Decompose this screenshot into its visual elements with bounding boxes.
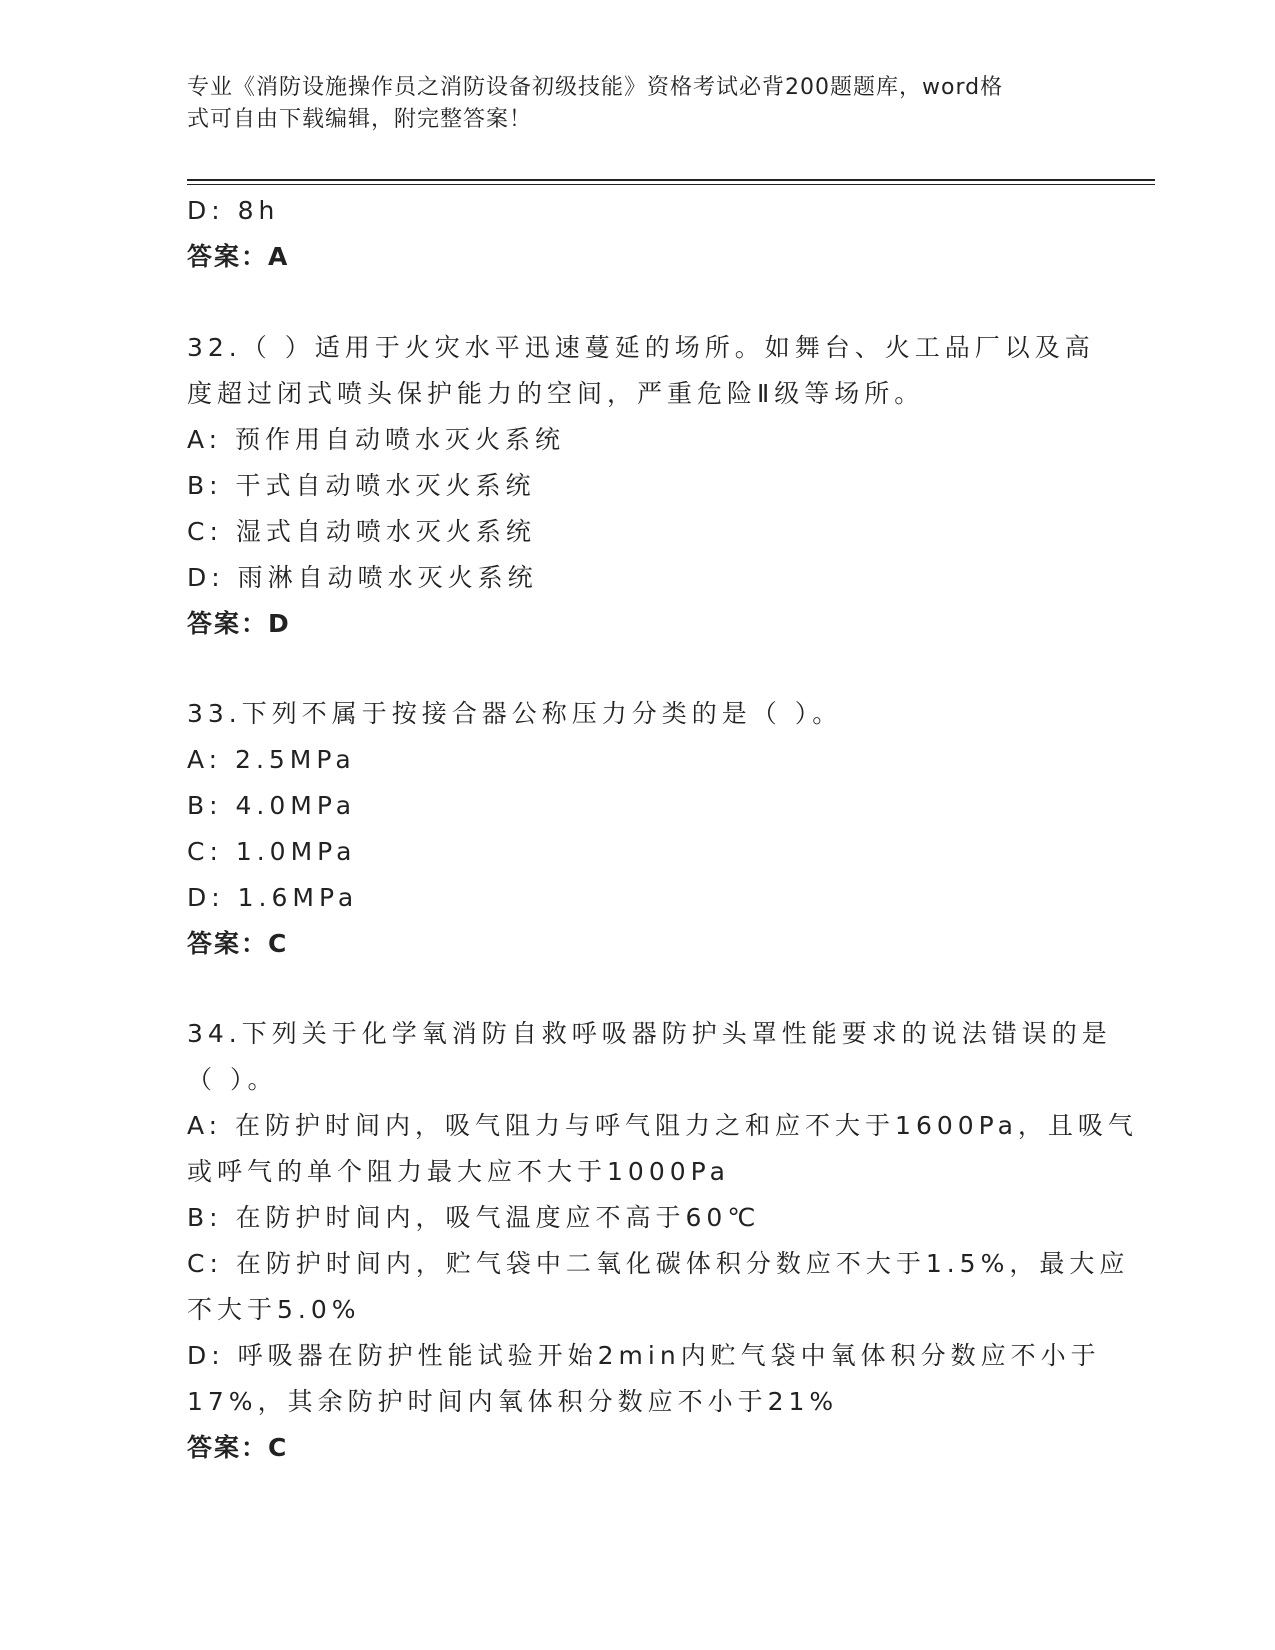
question-34 [187, 1011, 1138, 1471]
header-line-2: 式可自由下载编辑，附完整答案！ [187, 107, 533, 132]
question-33 [187, 691, 1087, 967]
option-a: A: 2.5MPa [187, 745, 356, 774]
prev-question-option-d: D: 8h [187, 196, 280, 225]
header-divider-thick [187, 179, 1155, 181]
header-divider-thin [187, 184, 1155, 185]
option-c: C: 1.0MPa [187, 837, 357, 866]
option-c: C: 在防护时间内，贮气袋中二氧化碳体积分数应不大于1.5%，最大应 [187, 1249, 1130, 1278]
question-stem: （ ）。 [187, 1065, 278, 1094]
question-stem: 34.下列关于化学氧消防自救呼吸器防护头罩性能要求的说法错误的是 [187, 1019, 1112, 1048]
document-body [187, 188, 1138, 1471]
answer: 答案：C [187, 1433, 289, 1462]
option-d: D: 雨淋自动喷水灭火系统 [187, 563, 538, 592]
question-stem: 32.（ ）适用于火灾水平迅速蔓延的场所。如舞台、火工品厂以及高 [187, 333, 1095, 362]
header-line-1: 专业《消防设施操作员之消防设备初级技能》资格考试必背200题题库，word格 [187, 75, 1004, 100]
option-b: B: 干式自动喷水灭火系统 [187, 471, 536, 500]
document-header [187, 72, 1087, 136]
option-a: A: 预作用自动喷水灭火系统 [187, 425, 566, 454]
option-d: D: 呼吸器在防护性能试验开始2min内贮气袋中氧体积分数应不小于 [187, 1341, 1101, 1370]
answer: 答案：C [187, 929, 289, 958]
question-stem: 度超过闭式喷头保护能力的空间，严重危险Ⅱ级等场所。 [187, 379, 925, 408]
option-a: A: 在防护时间内，吸气阻力与呼气阻力之和应不大于1600Pa，且吸气 [187, 1111, 1138, 1140]
option-c-cont: 不大于5.0% [187, 1295, 361, 1324]
option-c: C: 湿式自动喷水灭火系统 [187, 517, 536, 546]
question-32 [187, 325, 1095, 647]
answer: 答案：D [187, 609, 291, 638]
option-b: B: 在防护时间内，吸气温度应不高于60℃ [187, 1203, 761, 1232]
prev-question-answer: 答案：A [187, 242, 290, 271]
option-d-cont: 17%，其余防护时间内氧体积分数应不小于21% [187, 1387, 839, 1416]
question-stem: 33.下列不属于按接合器公称压力分类的是（ ）。 [187, 699, 843, 728]
option-a-cont: 或呼气的单个阻力最大应不大于1000Pa [187, 1157, 730, 1186]
option-d: D: 1.6MPa [187, 883, 359, 912]
option-b: B: 4.0MPa [187, 791, 357, 820]
